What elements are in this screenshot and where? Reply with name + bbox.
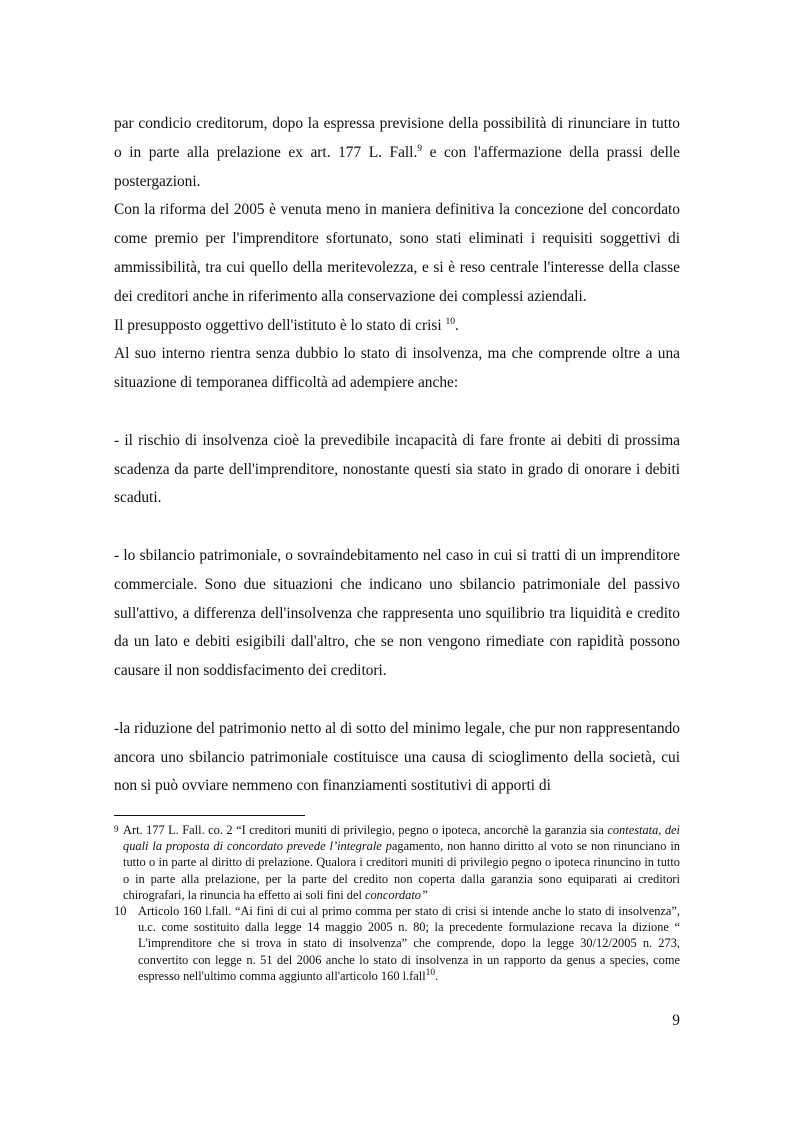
footnote-number: 9 xyxy=(114,824,119,834)
list-item: - il rischio di insolvenza cioè la prevedibile incapacità di fare fronte ai debiti di prossima scadenza da parte dell'imprenditore, nonostante questi sia stato in grado di onorare i debiti scaduti. xyxy=(114,431,680,507)
footnote-ref-9[interactable]: 9 xyxy=(417,143,423,154)
footnote-text-italic: concordato” xyxy=(364,887,428,902)
main-text xyxy=(114,110,680,801)
paragraph-text: par condicio creditorum, dopo la espressa previsione della possibilità di rinunciare in tutto o in parte alla prelazione ex art. 177 L. Fall. xyxy=(114,115,680,161)
paragraph-text: e con l'affermazione della prassi delle postergazioni. xyxy=(114,143,680,190)
footnote-text-part: . xyxy=(435,968,439,983)
paragraph xyxy=(114,110,680,196)
paragraph-text: Il presupposto oggettivo dell'istituto è lo stato di crisi xyxy=(114,316,446,334)
paragraph: Con la riforma del 2005 è venuta meno in maniera definitiva la concezione del concordato come premio per l'imprenditore sfortunato, sono stati eliminati i requisiti soggettivi di ammissibilità, tra cui quello della meritevolezza, e si è reso centrale l'interesse della classe dei creditori anche in riferimento alla conservazione dei complessi aziendali. xyxy=(114,201,680,305)
footnote-ref-10[interactable]: 10 xyxy=(445,316,455,327)
footnote-text-part: Art. 177 L. Fall. co. 2 “I creditori muniti di privilegio, pegno o ipoteca, ancorchè la garanzia sia xyxy=(123,823,608,837)
paragraph xyxy=(114,312,680,341)
footnote-9 xyxy=(114,822,680,903)
footnote-ref: 10 xyxy=(425,967,436,978)
footnote-number: 10 xyxy=(114,904,127,919)
paragraph: Al suo interno rientra senza dubbio lo stato di insolvenza, ma che comprende oltre a una situazione di temporanea difficoltà ad adempiere anche: xyxy=(114,345,680,392)
list-item: - lo sbilancio patrimoniale, o sovraindebitamento nel caso in cui si tratti di un imprenditore commerciale. Sono due situazioni che indicano uno sbilancio patrimoniale del passivo sull'attivo, a differenza dell'insolvenza che rappresenta uno squilibrio tra liquidità e credito da un lato e debiti esigibili dall'altro, che se non vengono rimediate con rapidità possono causare il non soddisfacimento dei creditori. xyxy=(114,546,680,680)
list-item: -la riduzione del patrimonio netto al di sotto del minimo legale, che pur non rappresentando ancora uno sbilancio patrimoniale costituisce una causa di scioglimento della società, cui non si può ovviare nemmeno con finanziamenti sostitutivi di apporti di xyxy=(114,719,680,795)
footnote-text-part: agamento, non hanno diritto al voto se non rinunciano in tutto o in parte al diritto di prelazione. Qualora i creditori muniti di privilegio pegno o ipoteca rinuncino in tutto o in parte alla prelazione, per la parte del credito non coperta dalla garanzia sono equiparati ai creditori chirografari, la rinuncia ha effetto ai soli fini del xyxy=(123,839,680,902)
page-number: 9 xyxy=(672,1012,680,1029)
footnote-text-part: Articolo 160 l.fall. “Ai fini di cui al primo comma per stato di crisi si intende anche lo stato di insolvenza”, u.c. come sostituito dalla legge 14 maggio 2005 n. 80; la precedente formulazione recava la dizione “ L'imprenditore che si trova in stato di insolvenza” che comprende, dopo la legge 30/12/2005 n. 273, convertito con legge n. 51 del 2006 anche lo stato di insolvenza in un rapporto da genus a species, come espresso nell'ultimo comma aggiunto all'articolo 160 l.fall xyxy=(138,904,680,983)
footnote-10 xyxy=(114,903,680,984)
footnote-text-italic: contestata, dei quali la proposta di concordato prevede l’integrale p xyxy=(123,823,680,854)
footnote-separator xyxy=(114,815,305,816)
footnote-text xyxy=(138,903,680,984)
footnotes xyxy=(114,822,680,984)
paragraph-text: . xyxy=(455,316,459,334)
footnote-text xyxy=(123,822,680,903)
